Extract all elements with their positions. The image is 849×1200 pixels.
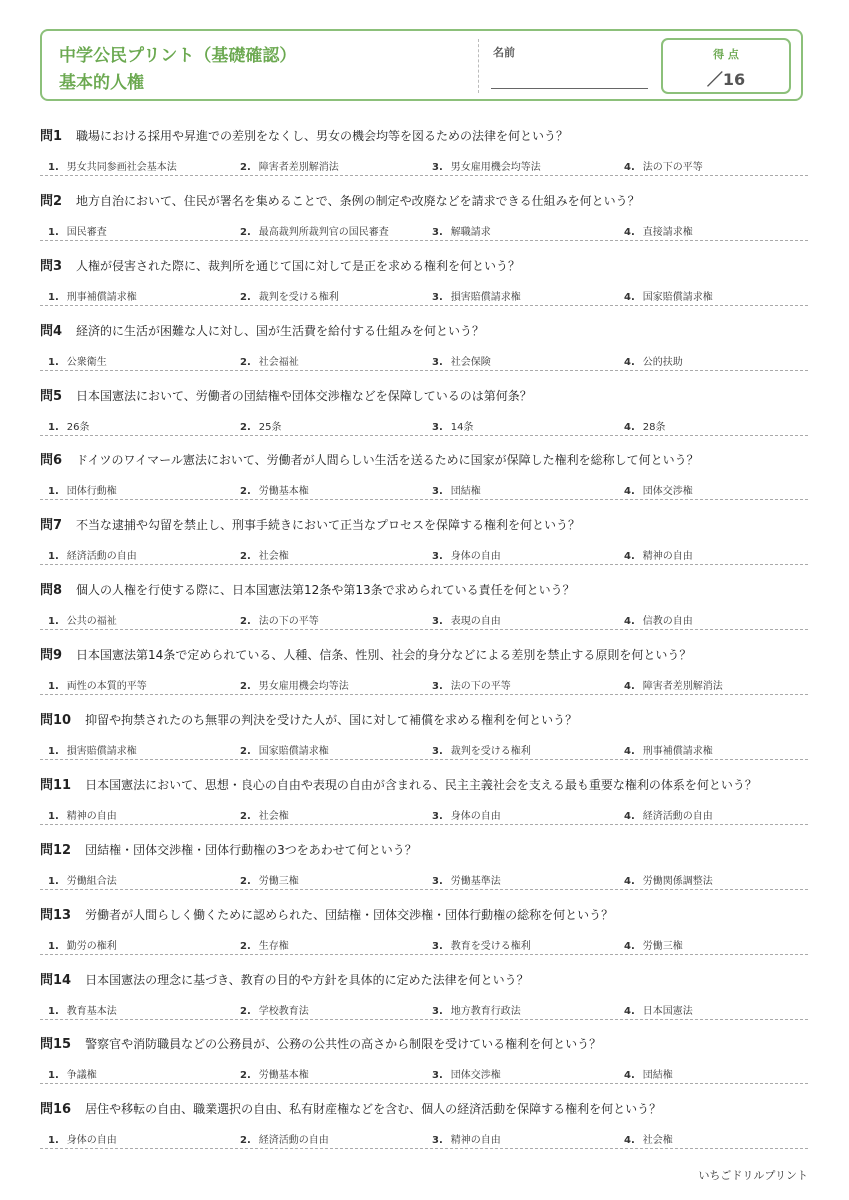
option-number: 1. [48,1005,59,1017]
option-number: 3. [432,616,443,628]
worksheet-title: 中学公民プリント（基礎確認） [59,46,297,66]
option-number: 2. [240,551,251,563]
option-number: 1. [48,421,59,433]
option-label: 26条 [66,421,90,433]
answer-option [48,288,240,303]
option-number: 3. [432,940,443,952]
option-number: 1. [48,291,59,303]
question-text: 経済的に生活が困難な人に対し、国が生活費を給付する仕組みを何という？ [76,323,485,338]
name-field-line [491,88,648,89]
option-number: 4. [624,616,635,628]
option-label: 国民審査 [66,226,107,238]
worksheet-header [40,29,803,101]
option-label: 労働関係調整法 [642,875,713,887]
option-label: 男女共同参画社会基本法 [66,162,177,173]
answer-option [432,742,624,757]
answer-option [432,353,624,368]
option-label: 争議権 [66,1070,97,1082]
option-label: 労働基準法 [450,875,501,887]
question-item [40,1090,808,1149]
answer-option [48,482,240,497]
question-text: 労働者が人間らしく働くために認められた、団結権・団体交渉権・団体行動権の総称を何という？ [85,907,614,922]
question-row [40,255,520,274]
option-label: 裁判を受ける権利 [450,746,531,758]
option-number: 1. [48,356,59,368]
footer-brand: いちごドリルプリント [698,1169,808,1182]
option-number: 2. [240,421,251,433]
question-text: 人権が侵害された際に、裁判所を通じて国に対して是正を求める権利を何という？ [76,258,521,273]
answer-option [624,418,816,433]
option-number: 3. [432,810,443,822]
question-row [40,1033,601,1052]
option-number: 2. [240,875,251,887]
question-text: 日本国憲法第14条で定められている、人種、信条、性別、社会的身分などによる差別を禁止する原則を何という？ [76,648,692,663]
question-item [40,961,808,1020]
option-label: 両性の本質的平等 [66,681,147,693]
option-label: 経済活動の自由 [642,810,713,822]
answer-options [48,674,808,693]
question-number: 問6 [40,453,63,469]
question-text: 居住や移転の自由、職業選択の自由、私有財産権などを含む、個人の経済活動を保障する権利を何という？ [85,1102,662,1117]
answer-option [624,482,816,497]
question-number: 問14 [40,972,72,988]
option-number: 3. [432,291,443,303]
question-text: 団結権・団体交渉権・団体行動権の3つをあわせて何という？ [85,842,417,857]
question-number: 問8 [40,583,63,599]
option-label: 精神の自由 [66,810,117,822]
option-number: 2. [240,1005,251,1017]
answer-option [48,1002,240,1017]
option-label: 社会権 [258,810,289,822]
question-number: 問16 [40,1102,72,1118]
answer-option [48,353,240,368]
option-label: 社会福祉 [258,356,299,368]
question-item [40,377,808,436]
question-text: 職場における採用や昇進での差別をなくし、男女の機会均等を図るための法律を何という？ [76,129,569,143]
question-number: 問1 [40,129,63,144]
question-row [40,514,580,533]
question-row [40,190,640,209]
question-row [40,320,484,339]
option-label: 身体の自由 [66,1135,117,1147]
question-number: 問10 [40,713,72,729]
answer-option [432,937,624,952]
answer-option [48,418,240,433]
answer-option [624,158,816,173]
option-number: 1. [48,226,59,238]
answer-options [48,999,808,1018]
answer-option [240,677,432,692]
answer-option [432,612,624,627]
answer-options [48,739,808,758]
option-number: 4. [624,746,635,758]
option-label: 障害者差別解消法 [642,681,723,693]
option-number: 1. [48,1135,59,1147]
answer-options [48,1128,808,1147]
option-label: 教育を受ける権利 [450,940,531,952]
option-number: 3. [432,875,443,887]
answer-options [48,804,808,823]
option-label: 公的扶助 [642,356,683,368]
option-number: 4. [624,681,635,693]
question-text: 警察官や消防職員などの公務員が、公務の公共性の高さから制限を受けている権利を何という？ [85,1037,602,1052]
answer-option [624,1002,816,1017]
option-number: 2. [240,356,251,368]
option-label: 労働組合法 [66,875,117,887]
option-number: 4. [624,940,635,952]
answer-option [240,742,432,757]
option-number: 4. [624,356,635,368]
question-list [40,117,808,1155]
option-number: 2. [240,616,251,628]
option-number: 3. [432,746,443,758]
header-divider [478,39,479,93]
question-number: 問13 [40,907,72,923]
answer-options [48,1063,808,1082]
answer-option [432,1066,624,1081]
option-label: 団結権 [642,1070,673,1082]
question-row [40,125,568,144]
answer-option [624,223,816,238]
answer-option [624,807,816,822]
answer-option [624,1131,816,1146]
question-row [40,579,575,598]
answer-option [48,223,240,238]
question-row [40,904,613,923]
answer-option [240,418,432,433]
option-label: 法の下の平等 [642,162,703,173]
answer-options [48,220,808,239]
question-row [40,449,699,468]
answer-option [432,482,624,497]
option-number: 2. [240,746,251,758]
answer-option [240,482,432,497]
question-number: 問2 [40,193,63,209]
answer-option [432,1131,624,1146]
answer-options [48,155,808,174]
question-row [40,709,577,728]
question-text: 個人の人権を行使する際に、日本国憲法第12条や第13条で求められている責任を何という？ [76,583,575,598]
option-number: 1. [48,681,59,693]
option-label: 男女雇用機会均等法 [450,162,541,173]
question-row [40,969,529,988]
option-label: 団体交渉権 [642,486,693,498]
answer-options [48,350,808,369]
option-label: 28条 [642,421,666,433]
option-number: 3. [432,1135,443,1147]
option-label: 刑事補償請求権 [642,746,713,758]
answer-option [432,1002,624,1017]
score-label: 得 点 [713,48,739,61]
option-number: 4. [624,162,635,173]
answer-option [432,677,624,692]
question-row [40,385,532,404]
option-number: 3. [432,226,443,238]
option-number: 3. [432,421,443,433]
question-text: 地方自治において、住民が署名を集めることで、条例の制定や改廃などを請求できる仕組みを何という？ [76,193,640,208]
option-number: 2. [240,486,251,498]
answer-option [432,807,624,822]
option-number: 3. [432,1070,443,1082]
option-number: 2. [240,940,251,952]
option-number: 2. [240,681,251,693]
option-label: 精神の自由 [642,551,693,563]
option-label: 地方教育行政法 [450,1005,521,1017]
answer-options [48,415,808,434]
question-item [40,506,808,565]
answer-option [432,872,624,887]
answer-options [48,869,808,888]
option-label: 損害賠償請求権 [66,746,137,758]
answer-options [48,609,808,628]
option-label: 社会権 [258,551,289,563]
option-label: 表現の自由 [450,616,501,628]
option-number: 1. [48,616,59,628]
answer-option [240,937,432,952]
answer-option [624,353,816,368]
option-number: 4. [624,226,635,238]
option-number: 4. [624,486,635,498]
answer-option [48,612,240,627]
score-value: ／16 [706,70,746,89]
option-label: 14条 [450,421,474,433]
question-text: 不当な逮捕や勾留を禁止し、刑事手続きにおいて正当なプロセスを保障する権利を何という？ [76,518,581,533]
answer-option [48,742,240,757]
question-row [40,774,757,793]
question-number: 問5 [40,388,63,404]
option-number: 1. [48,746,59,758]
option-label: 法の下の平等 [450,681,511,693]
option-number: 1. [48,940,59,952]
option-label: 経済活動の自由 [258,1135,329,1147]
option-number: 2. [240,1070,251,1082]
option-number: 3. [432,486,443,498]
answer-option [48,807,240,822]
question-item [40,312,808,371]
option-label: 国家賠償請求権 [258,746,329,758]
option-label: 損害賠償請求権 [450,291,521,303]
option-label: 団体行動権 [66,486,117,498]
option-label: 労働基本権 [258,486,309,498]
option-number: 4. [624,875,635,887]
question-item [40,766,808,825]
answer-option [48,158,240,173]
option-label: 公共の福祉 [66,616,117,628]
option-label: 刑事補償請求権 [66,291,137,303]
option-number: 1. [48,810,59,822]
option-number: 4. [624,1005,635,1017]
answer-option [240,612,432,627]
option-label: 社会権 [642,1135,673,1147]
question-item [40,117,808,176]
question-text: 日本国憲法において、思想・良心の自由や表現の自由が含まれる、民主主義社会を支える最も重要な権利の体系を何という？ [85,777,757,792]
option-label: 身体の自由 [450,810,501,822]
option-number: 1. [48,1070,59,1082]
question-item [40,701,808,760]
option-number: 4. [624,810,635,822]
answer-option [240,288,432,303]
question-number: 問4 [40,323,63,339]
worksheet-subtitle: 基本的人権 [59,73,144,93]
option-number: 2. [240,1135,251,1147]
option-number: 1. [48,875,59,887]
option-label: 25条 [258,421,282,433]
option-number: 4. [624,1070,635,1082]
answer-option [624,547,816,562]
option-label: 国家賠償請求権 [642,291,713,303]
answer-option [48,937,240,952]
option-label: 団結権 [450,486,481,498]
answer-option [48,1066,240,1081]
option-label: 男女雇用機会均等法 [258,681,349,693]
option-label: 直接請求権 [642,226,693,238]
question-item [40,441,808,500]
answer-option [48,1131,240,1146]
option-number: 2. [240,162,251,173]
answer-option [240,1066,432,1081]
option-number: 2. [240,810,251,822]
answer-option [432,547,624,562]
answer-options [48,544,808,563]
question-text: 抑留や拘禁されたのち無罪の判決を受けた人が、国に対して補償を求める権利を何という？ [85,713,578,728]
question-item [40,896,808,955]
answer-options [48,285,808,304]
question-row [40,644,691,663]
answer-option [48,872,240,887]
question-number: 問7 [40,518,63,534]
option-number: 1. [48,486,59,498]
question-item [40,247,808,306]
answer-option [624,288,816,303]
option-number: 3. [432,1005,443,1017]
name-label: 名前 [493,46,515,59]
option-label: 勤労の権利 [66,940,117,952]
option-number: 2. [240,291,251,303]
answer-options [48,934,808,953]
option-number: 1. [48,551,59,563]
option-label: 労働三権 [258,875,299,887]
answer-option [240,1131,432,1146]
question-number: 問9 [40,648,63,664]
answer-option [48,547,240,562]
option-number: 3. [432,681,443,693]
answer-option [432,418,624,433]
question-row [40,839,417,858]
option-number: 4. [624,551,635,563]
option-label: 裁判を受ける権利 [258,291,339,303]
answer-option [624,742,816,757]
answer-option [432,158,624,173]
answer-option [624,677,816,692]
score-box [661,38,791,94]
option-number: 4. [624,291,635,303]
option-label: 精神の自由 [450,1135,501,1147]
question-text: ドイツのワイマール憲法において、労働者が人間らしい生活を送るために国家が保障した権利を総称して何という？ [76,453,699,468]
question-item [40,571,808,630]
option-label: 団体交渉権 [450,1070,501,1082]
answer-option [240,872,432,887]
option-number: 3. [432,551,443,563]
option-label: 労働三権 [642,940,683,952]
option-label: 社会保険 [450,356,491,368]
option-label: 解職請求 [450,226,491,238]
question-text: 日本国憲法の理念に基づき、教育の目的や方針を具体的に定めた法律を何という？ [85,972,529,987]
option-label: 障害者差別解消法 [258,162,339,173]
question-item [40,636,808,695]
answer-option [240,1002,432,1017]
option-label: 生存権 [258,940,289,952]
option-number: 3. [432,356,443,368]
question-item [40,1025,808,1084]
question-text: 日本国憲法において、労働者の団結権や団体交渉権などを保障しているのは第何条？ [76,388,532,403]
answer-option [432,223,624,238]
answer-options [48,479,808,498]
answer-option [624,612,816,627]
answer-option [240,158,432,173]
answer-option [432,288,624,303]
answer-option [624,937,816,952]
answer-option [624,1066,816,1081]
answer-option [624,872,816,887]
answer-option [48,677,240,692]
question-number: 問15 [40,1037,72,1053]
answer-option [240,547,432,562]
question-number: 問3 [40,258,63,274]
option-label: 教育基本法 [66,1005,117,1017]
question-number: 問12 [40,842,72,858]
option-label: 公衆衛生 [66,356,107,368]
question-number: 問11 [40,777,72,793]
option-label: 最高裁判所裁判官の国民審査 [258,226,389,238]
option-number: 1. [48,162,59,173]
option-label: 日本国憲法 [642,1005,693,1017]
answer-option [240,807,432,822]
option-label: 法の下の平等 [258,616,319,628]
option-label: 経済活動の自由 [66,551,137,563]
question-row [40,1098,661,1117]
answer-option [240,353,432,368]
option-label: 労働基本権 [258,1070,309,1082]
option-label: 学校教育法 [258,1005,309,1017]
option-number: 2. [240,226,251,238]
option-label: 身体の自由 [450,551,501,563]
option-number: 4. [624,1135,635,1147]
answer-option [240,223,432,238]
question-item [40,831,808,890]
option-label: 信教の自由 [642,616,693,628]
question-item [40,182,808,241]
option-number: 3. [432,162,443,173]
option-number: 4. [624,421,635,433]
